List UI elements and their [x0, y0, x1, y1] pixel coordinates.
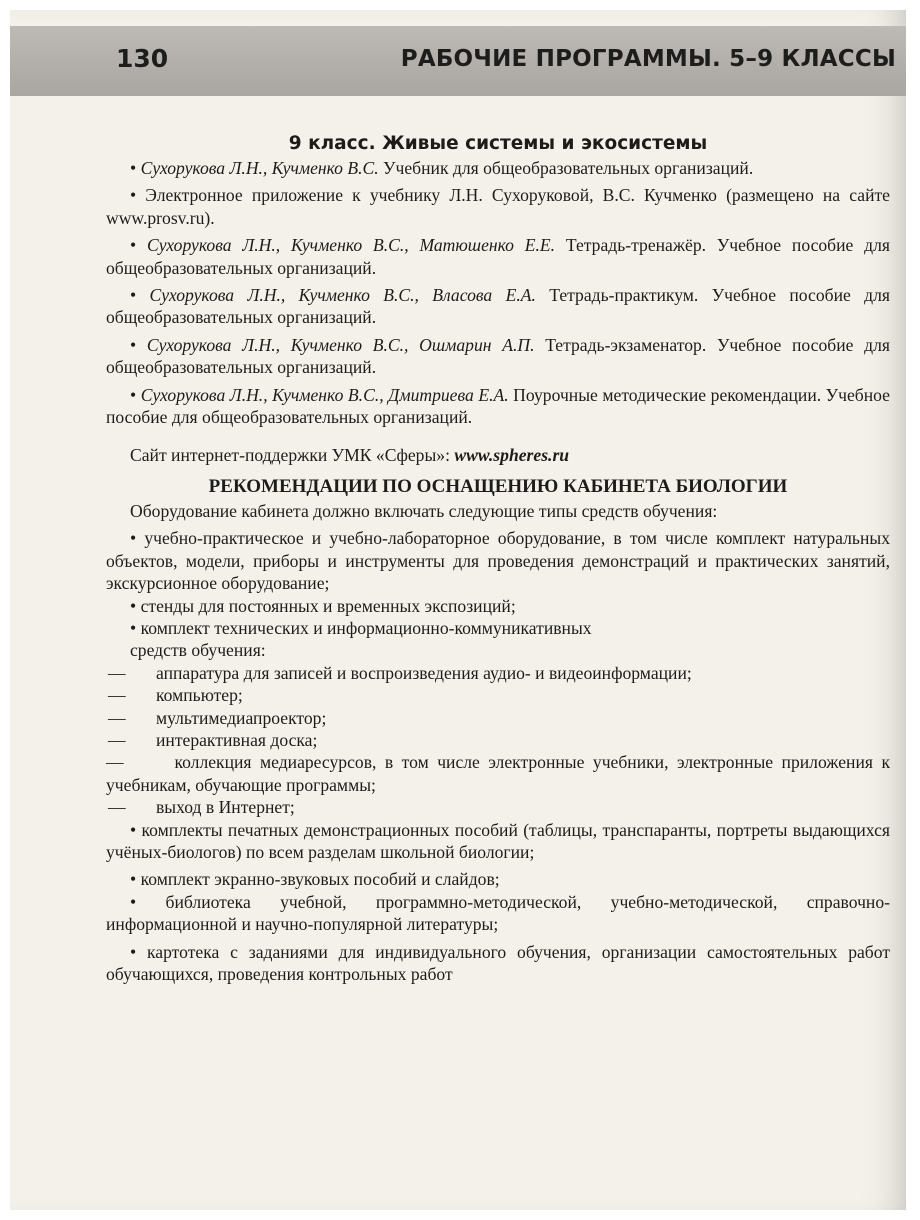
running-title: РАБОЧИЕ ПРОГРАММЫ. 5–9 КЛАССЫ — [400, 46, 896, 72]
equipment-heading: РЕКОМЕНДАЦИИ ПО ОСНАЩЕНИЮ КАБИНЕТА БИОЛОГИИ — [208, 475, 788, 497]
dash-item: — выход в Интернет; — [108, 797, 295, 818]
support-site-url: www.spheres.ru — [454, 445, 570, 466]
list-item: • комплекты печатных демонстрационных пособий (таблицы, транспаранты, портреты выдающихся учёных-биологов) по всем разделам школьной биологии; — [106, 819, 890, 862]
equipment-intro: Оборудование кабинета должно включать следующие типы средств обучения: — [130, 500, 718, 521]
list-item: • Сухорукова Л.Н., Кучменко В.С., Власова Е.А. Тетрадь-практикум. Учебное пособие для общеобразовательных организаций. — [106, 285, 891, 328]
page-number: 130 — [116, 44, 169, 73]
book-page — [10, 10, 906, 1210]
list-item: • стенды для постоянных и временных экспозиций; — [130, 595, 516, 616]
list-item: • Сухорукова Л.Н., Кучменко В.С., Ошмарин А.П. Тетрадь-экзаменатор. Учебное пособие для общеобразовательных организаций. — [106, 334, 890, 378]
list-item: • библиотека учебной, программно-методической, учебно-методической, справочно-информационной и научно-популярной литературы; — [106, 891, 890, 935]
list-item: • комплект экранно-звуковых пособий и слайдов; — [130, 869, 500, 890]
list-item: • Сухорукова Л.Н., Кучменко В.С. Учебник для общеобразовательных организаций. — [130, 158, 754, 178]
page-content — [106, 132, 890, 985]
dash-item: — коллекция медиаресурсов, в том числе электронные учебники, электронные приложения к учебникам, обучающие программы; — [106, 752, 890, 795]
dash-item: — интерактивная доска; — [108, 729, 318, 750]
dash-item: — аппаратура для записей и воспроизведения аудио- и видеоинформации; — [108, 662, 692, 683]
list-item: • комплект технических и информационно-коммуникативных — [130, 617, 592, 638]
list-item: • Электронное приложение к учебнику Л.Н. Сухоруковой, В.С. Кучменко (размещено на сайте www.prosv.ru). — [106, 185, 890, 228]
dash-item: — компьютер; — [108, 685, 243, 706]
list-item-continuation: средств обучения: — [130, 640, 266, 661]
page-header — [10, 26, 906, 96]
list-item: • учебно-практическое и учебно-лабораторное оборудование, в том числе комплект натуральных объектов, модели, приборы и инструменты для проведения демонстраций и практических занятий, экскурсионное оборудование; — [106, 528, 890, 594]
dash-item: — мультимедиапроектор; — [108, 707, 327, 728]
support-site-line: Сайт интернет-поддержки УМК «Сферы»: www.spheres.ru — [130, 445, 570, 466]
list-item: • картотека с заданиями для индивидуального обучения, организации самостоятельных работ обучающихся, проведения контрольных работ — [106, 941, 891, 984]
list-item: • Сухорукова Л.Н., Кучменко В.С., Дмитриева Е.А. Поурочные методические рекомендации. Учебное пособие для общеобразовательных организаций. — [106, 384, 890, 428]
list-item: • Сухорукова Л.Н., Кучменко В.С., Матюшенко Е.Е. Тетрадь-тренажёр. Учебное пособие для общеобразовательных организаций. — [106, 235, 890, 278]
grade9-heading: 9 класс. Живые системы и экосистемы — [288, 133, 708, 154]
